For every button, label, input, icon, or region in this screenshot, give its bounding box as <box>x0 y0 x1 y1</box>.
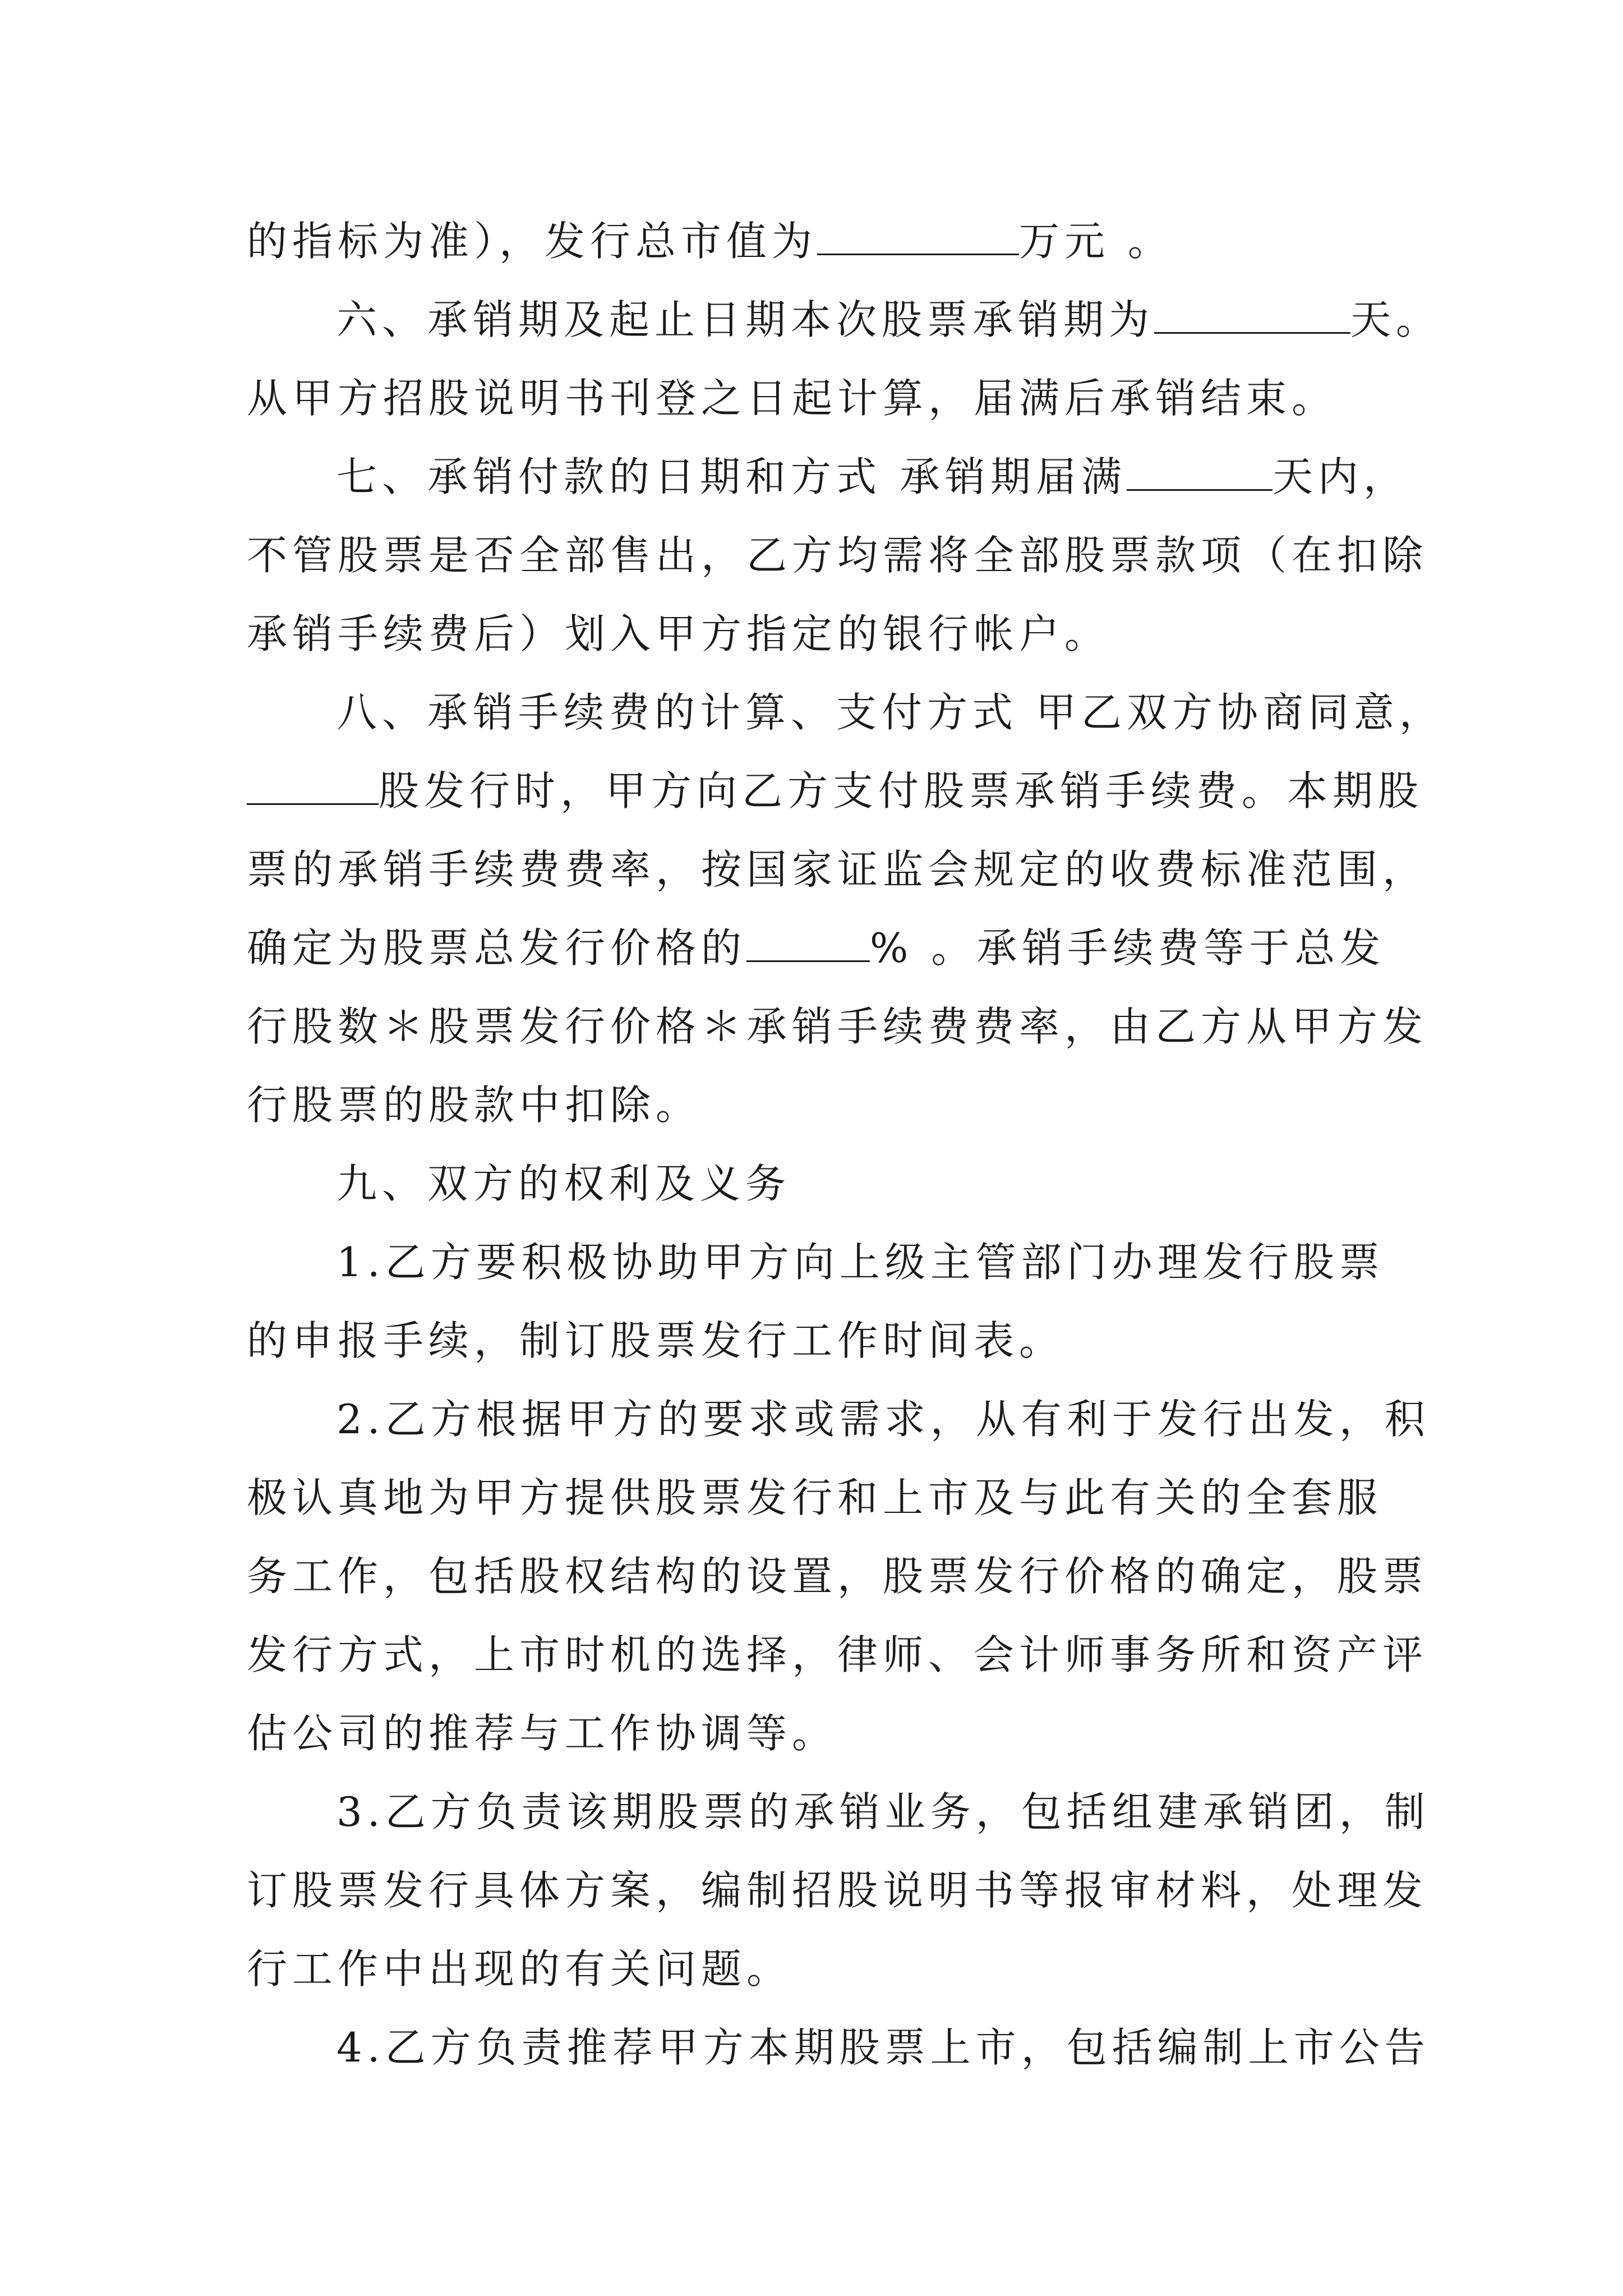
blank-underwriting-days <box>1154 297 1350 334</box>
item-2-line-3: 务工作，包括股权结构的设置，股票发行价格的确定，股票 <box>247 1553 1428 1600</box>
item-1-line-1: 1.乙方要积极协助甲方向上级主管部门办理发行股票 <box>336 1239 1385 1286</box>
clause-7-line-3: 承销手续费后）划入甲方指定的银行帐户。 <box>247 610 1110 657</box>
clause-8-line-6: 行股票的股款中扣除。 <box>247 1082 702 1129</box>
clause-9-heading: 九、双方的权利及义务 <box>336 1160 791 1207</box>
blank-fee-rate <box>746 926 870 962</box>
clause-8-line-5: 行股数＊股票发行价格＊承销手续费费率，由乙方从甲方发 <box>247 1003 1428 1050</box>
text-segment: 的指标为准），发行总市值为 <box>247 218 818 265</box>
clause-8-line-3: 票的承销手续费费率，按国家证监会规定的收费标准范围， <box>247 846 1428 893</box>
clause-8-line-1: 八、承销手续费的计算、支付方式 甲乙双方协商同意， <box>336 689 1445 736</box>
text-segment: 确定为股票总发行价格的 <box>247 924 747 972</box>
text-segment: % 。承销手续费等于总发 <box>870 924 1386 972</box>
blank-share-issue <box>247 769 379 805</box>
clause-6-heading: 六、承销期及起止日期本次股票承销期为 <box>336 296 1155 343</box>
blank-total-market-value <box>817 219 1019 255</box>
clause-7-heading: 七、承销付款的日期和方式 承销期届满 <box>336 453 1127 500</box>
text-segment: 天内， <box>1272 453 1409 500</box>
item-3-line-1: 3.乙方负责该期股票的承销业务，包括组建承销团，制 <box>336 1788 1430 1835</box>
item-1-line-2: 的申报手续，制订股票发行工作时间表。 <box>247 1317 1065 1364</box>
item-2-line-2: 极认真地为甲方提供股票发行和上市及与此有关的全套服 <box>247 1474 1383 1521</box>
item-2-line-4: 发行方式，上市时机的选择，律师、会计师事务所和资产评 <box>247 1631 1428 1678</box>
text-segment: 天。 <box>1350 296 1442 343</box>
blank-payment-days <box>1127 454 1272 491</box>
item-3-line-3: 行工作中出现的有关问题。 <box>247 1945 792 1993</box>
clause-8-line-2 <box>247 763 1423 819</box>
item-4-line-1: 4.乙方负责推荐甲方本期股票上市，包括编制上市公告 <box>336 2024 1430 2071</box>
clause-6-line-2: 从甲方招股说明书刊登之日起计算，届满后承销结束。 <box>247 375 1338 422</box>
clause-8-line-4 <box>247 920 1385 976</box>
item-2-line-5: 估公司的推荐与工作协调等。 <box>247 1710 838 1757</box>
item-3-line-2: 订股票发行具体方案，编制招股说明书等报审材料，处理发 <box>247 1867 1428 1914</box>
text-segment: 股发行时，甲方向乙方支付股票承销手续费。本期股 <box>379 767 1424 815</box>
item-2-line-1: 2.乙方根据甲方的要求或需求，从有利于发行出发，积 <box>336 1396 1430 1443</box>
clause-7-line-1 <box>336 449 1409 505</box>
text-segment: 万元 。 <box>1019 218 1173 265</box>
clause-6-line-1 <box>336 292 1441 348</box>
clause-7-line-2: 不管股票是否全部售出，乙方均需将全部股票款项（在扣除 <box>247 532 1428 579</box>
issue-value-line <box>247 213 1173 269</box>
